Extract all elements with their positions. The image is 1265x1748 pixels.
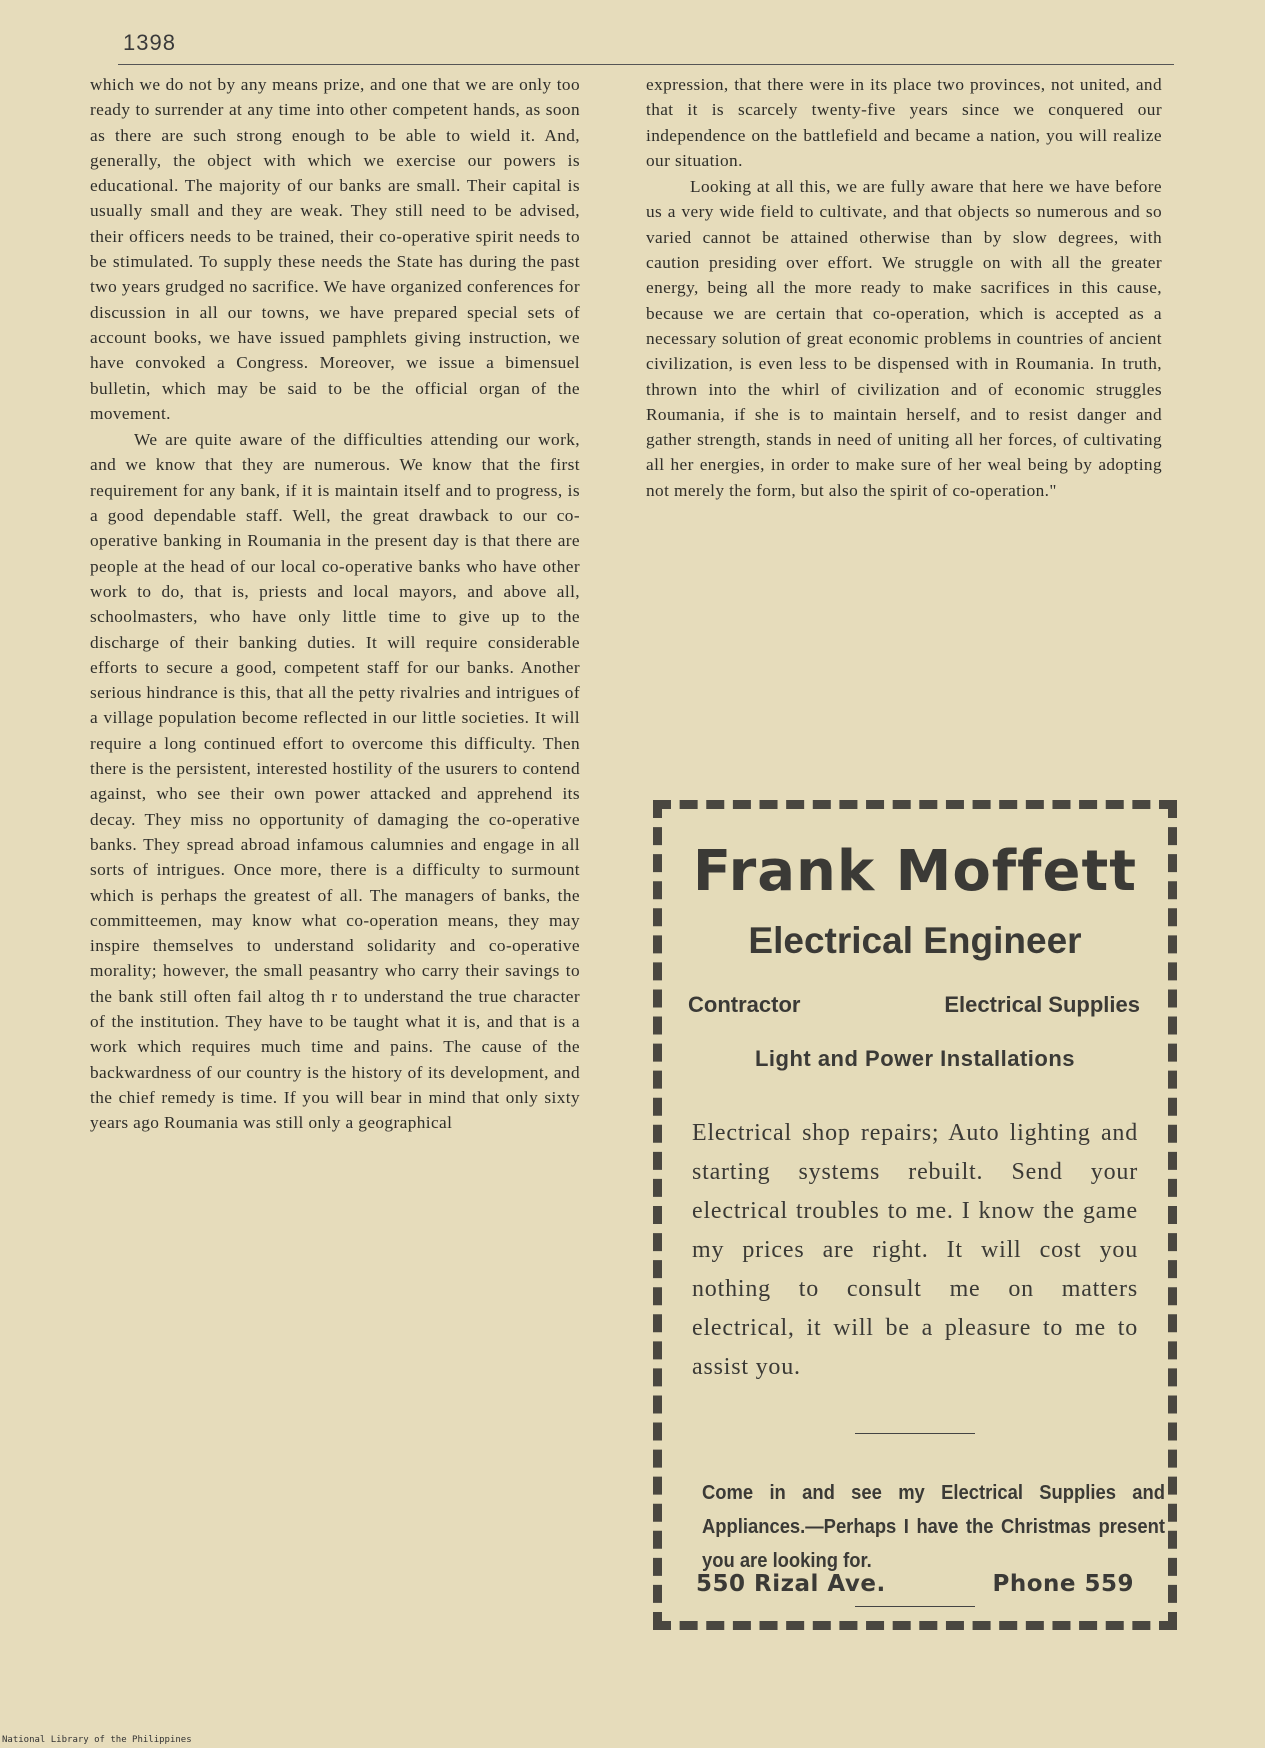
advertiser-title: Electrical Engineer xyxy=(748,920,1082,961)
ad-phone: Phone 559 xyxy=(992,1571,1134,1597)
ad-promo-text: Come in and see my Electrical Supplies and Appliances.—Perhaps I have the Christmas present you are looking for. xyxy=(702,1482,1166,1572)
ad-body-text: Electrical shop repairs; Auto lighting and starting systems rebuilt. Send your electrical troubles to me. I know the game my prices are right. It will cost you nothing to consult me on matters electrical, it will be a pleasure to me to assist you. xyxy=(692,1120,1138,1380)
article-column-left xyxy=(90,72,580,1136)
page-number: 1398 xyxy=(123,30,176,55)
article-paragraph: Looking at all this, we are fully aware that here we have before us a very wide field to cultivate, and that objects so numerous and so varied cannot be attained otherwise than by slow degrees, with caution presiding over effort. We struggle on with all the greater energy, being all the more ready to make sacrifices in this cause, because we are certain that co-operation, which is accepted as a necessary solution of great economic problems in countries of ancient civilization, is even less to be dispensed with in Roumania. In truth, thrown into the whirl of civilization and of economic struggles Roumania, if she is to maintain herself, and to resist danger and gather strength, stands in need of uniting all her forces, of cultivating all her energies, in order to make sure of her weal being by adopting not merely the form, but also the spirit of co-operation." xyxy=(646,177,1162,500)
ad-address: 550 Rizal Ave. xyxy=(696,1571,886,1597)
ad-divider xyxy=(855,1433,975,1434)
advertisement-box xyxy=(653,800,1177,1630)
ad-contractor-label: Contractor xyxy=(688,992,801,1017)
article-paragraph: expression, that there were in its place two provinces, not united, and that it is scarcely twenty-five years since we conquered our independence on the battlefield and became a nation, you will realize our situation. xyxy=(646,75,1162,170)
ad-divider xyxy=(855,1606,975,1607)
header-rule xyxy=(118,64,1174,65)
ad-supplies-label: Electrical Supplies xyxy=(944,992,1140,1017)
article-column-right xyxy=(646,72,1162,504)
ad-footer xyxy=(696,1571,1134,1597)
article-paragraph: We are quite aware of the difficulties attending our work, and we know that they are numerous. We know that the first requirement for any bank, if it is maintain itself and to progress, is a good dependable staff. Well, the great drawback to our co-operative banking in Roumania in the present day is that there are people at the head of our local co-operative banks who have other work to do, that is, priests and local mayors, and above all, schoolmasters, who have only little time to give up to the discharge of their banking duties. It will require considerable efforts to secure a good, competent staff for our banks. Another serious hindrance is this, that all the petty rivalries and intrigues of a village population become reflected in our little societies. It will require a long continued effort to overcome this difficulty. Then there is the persistent, interested hostility of the usurers to contend against, who see their own power attacked and apprehend its decay. They miss no opportunity of damaging the co-operative banks. They spread abroad infamous calumnies and engage in all sorts of intrigues. Once more, there is a difficulty to surmount which is perhaps the greatest of all. The managers of banks, the committeemen, may know what co-operation means, they may inspire themselves to understand solidarity and co-operative morality; however, the small peasantry who carry their savings to the bank still often fail altog th r to understand the true character of the institution. They have to be taught what it is, and that is a work which requires much time and pains. The cause of the backwardness of our country is the history of its development, and the chief remedy is time. If you will bear in mind that only sixty years ago Roumania was still only a geographical xyxy=(90,430,580,1133)
library-credit: National Library of the Philippines xyxy=(2,1735,192,1745)
advertiser-name: Frank Moffett xyxy=(692,839,1138,904)
ad-installations-heading: Light and Power Installations xyxy=(754,1046,1076,1071)
article-paragraph: which we do not by any means prize, and one that we are only too ready to surrender at any time into other competent hands, as soon as there are such strong enough to be able to wield it. And, generally, the object with which we exercise our powers is educational. The majority of our banks are small. Their capital is usually small and they are weak. They still need to be advised, their officers needs to be trained, their co-operative spirit needs to be stimulated. To supply these needs the State has during the past two years grudged no sacrifice. We have organized conferences for discussion in all our towns, we have prepared special sets of account books, we have issued pamphlets giving instruction, we have convoked a Congress. Moreover, we issue a bimensuel bulletin, which may be said to be the official organ of the movement. xyxy=(90,75,580,423)
ad-services-row xyxy=(682,992,1148,1018)
